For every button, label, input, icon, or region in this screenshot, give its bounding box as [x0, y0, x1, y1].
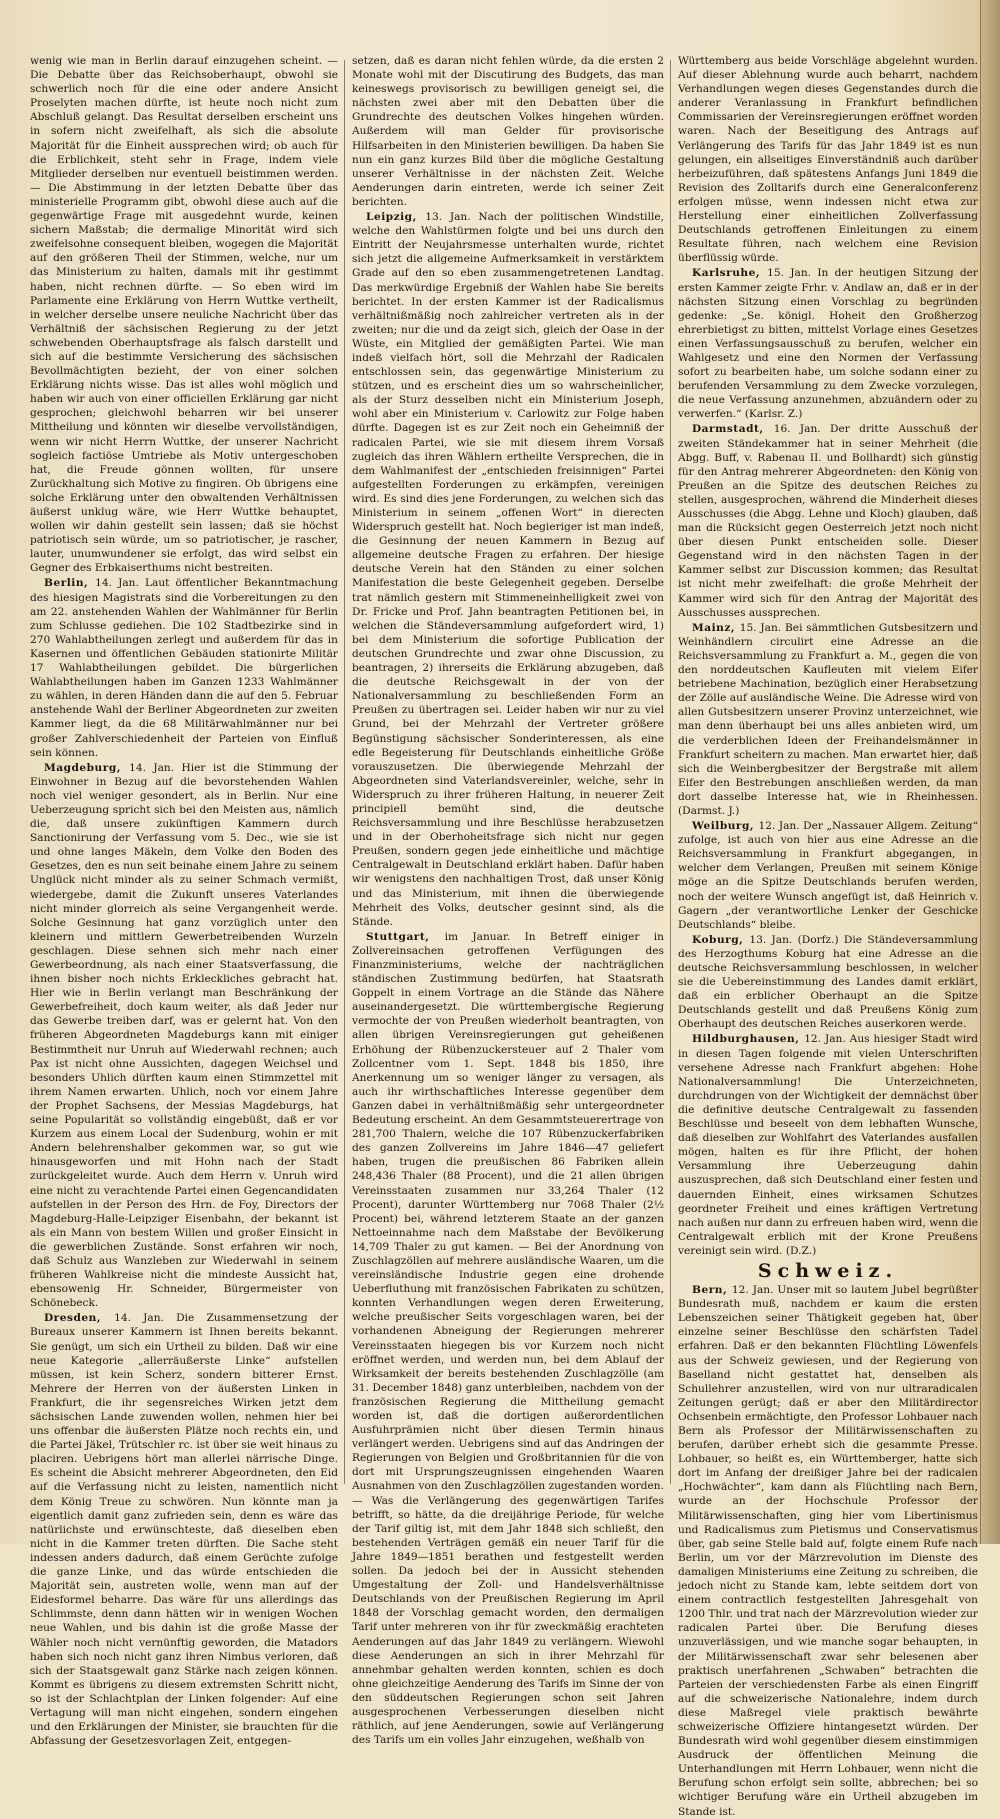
article-text: wenig wie man in Berlin darauf einzugehen scheint. — Die Debatte über das Reichsoberhaupt, obwohl sie schwerlich noch für die eine oder andere Ansicht Proselyten machen dürfte, ist heute noch nicht zum Abschluß gelangt. Das Resultat derselben erscheint uns in sofern nicht zweifelhaft, als sich die absolute Majorität für die Einheit aussprechen wird; ob auch für die Erblichkeit, steht sehr in Frage, indem viele Mitglieder derselben nur eventuell beistimmen werden. — Die Abstimmung in der letzten Debatte über das ministerielle Programm gibt, obwohl diese auch auf die gegenwärtige Frage mit ausgedehnt wurde, keinen sichern Maßstab; die dermalige Minorität wird sich zweifelsohne consequent bleiben, wogegen die Majorität auf den größeren Theil der Stimmen, welche, nur um das Ministerium zu halten, damals mit ihr gestimmt haben, nicht rechnen dürfte. — So eben wird im Parlamente eine Erklärung von Herrn Wuttke vertheilt, in welcher derselbe unsere neuliche Nachricht über das Verhältniß der sächsischen Regierung zu der jetzt schwebenden Oberhauptsfrage als falsch darstellt und sich auf die bestimmte Versicherung des sächsischen Bevollmächtigten bezieht, der von einer solchen Erklärung nichts wisse. Das ist alles wohl möglich und haben wir auch von einer officiellen Erklärung gar nicht gesprochen; gleichwohl beharren wir bei unserer Mittheilung und könnten wir dieselbe vervollständigen, wenn wir nicht Herrn Wuttke, der unserer Nachricht sogleich factiöse Umtriebe als Motiv untergeschoben hat, die Freude gönnen wollten, für unsere Zurückhaltung sich Motive zu fingiren. Ob übrigens eine solche Erklärung unter den obwaltenden Verhältnissen äußerst unklug wäre, wie Herr Wuttke behauptet, wollen wir dahin gestellt sein lassen; daß sie höchst patriotisch sein würde, um so patriotischer, je rascher, lauter, unumwundener sie erfolgt, das wird selbst ein Gegner des Erbkaiserthums nicht bestreiten.	[30, 55, 338, 575]
article	[678, 266, 978, 421]
article-text: Nach der politischen Windstille, welche den Wahlstürmen folgte und bei uns durch den Eintritt der Neujahrsmesse unterhalten wurde, richtet sich jetzt die allgemeine Aufmerksamkeit in verstärktem Grade auf den so eben zusammengetretenen Landtag. Das merkwürdige Ergebniß der Wahlen habe Sie bereits berichtet. In der ersten Kammer ist der Radicalismus verhältnißmäßig noch zahlreicher vertreten als in der zweiten; nur die und da zeigt sich, gleich der Oase in der Wüste, ein Mitglied der gemäßigten Partei. Wie man indeß vielfach hört, soll die Mehrzahl der Radicalen entschlossen sein, das gegenwärtige Ministerium zu stützen, und es erscheint dies um so wahrscheinlicher, als der Sturz desselben nicht ein Ministerium Joseph, wohl aber ein Ministerium v. Carlowitz zur Folge haben dürfte. Dagegen ist es zur Zeit noch ein Geheimniß der radicalen Partei, wie sie mit diesem ihrem Vorsaß zugleich das ihren Wählern ertheilte Versprechen, die in dem Wahlmanifest der „entschieden freisinnigen“ Partei aufgestellten Forderungen zu erkämpfen, vereinigen wird. Es sind dies jene Forderungen, zu welchen sich das Ministerium in seinem „offenen Wort“ in dierecten Widerspruch gestellt hat. Noch begieriger ist man indeß, die Gesinnung der neuen Kammern in Bezug auf allgemeine deutsche Fragen zu erfahren. Der hiesige deutsche Verein hat den Ständen zu einer solchen Manifestation die beste Gelegenheit gegeben. Derselbe trat nämlich gestern mit Stimmeneinhelligkeit zwei von Dr. Fricke und Prof. Jahn beantragten Petitionen bei, in welchen die Ständeversammlung aufgefordert wird, 1) bei dem Ministerium die sofortige Publication der deutschen Grundrechte und zwar ohne Discussion, zu beantragen, 2) ihrerseits die Erklärung abzugeben, daß die deutsche Reichsgewalt in der von der Nationalversammlung zu beschließenden Form an Preußen zu übertragen sei. Leider haben wir nur zu viel Grund, bei der Mehrzahl der Vertreter größere Begünstigung sächsischer Sonderinteressen, als eine edle Begeisterung für Deutschlands einheitliche Größe vorauszusetzen. Die überwiegende Mehrzahl der Abgeordneten sind Vaterlandsvereinler, welche, sehr in Widerspruch zu ihrer früheren Haltung, in neuerer Zeit principiell bemüht sind, die deutsche Reichsversammlung und ihre Beschlüsse herabzusetzen und in der Oberhoheitsfrage sich nicht nur gegen Preußen, sondern gegen jede einheitliche und mächtige Centralgewalt in Deutschland erklärt haben. Dafür haben wir wenigstens den nachhaltigen Trost, daß unser König und das Ministerium, mit ihnen die überwiegende Mehrheit des Volks, deutscher gesinnt sind, als die Stände.	[352, 211, 664, 928]
section-heading: Schweiz.	[757, 1259, 899, 1282]
dateline-date: 14. Jan.	[114, 1312, 177, 1325]
dateline-date: 12. Jan.	[731, 1284, 778, 1297]
dateline-date: 15. Jan.	[767, 267, 818, 280]
article-text: Der dritte Ausschuß der zweiten Ständekammer hat in seiner Mehrheit (die Abgg. Buff, v. Rabenau II. und Bollhardt) sich günstig für den Antrag mehrerer Abgeordneten: den König von Preußen an die Spitze des deutschen Reiches zu stellen, ausgesprochen, während die Minderheit dieses Ausschusses (die Abgg. Lehne und Kloch) glauben, daß man die Rücksicht gegen Oesterreich jetzt noch nicht über diesen Punkt entscheiden solle. Dieser Gegenstand wird in den nächsten Tagen in der Kammer selbst zur Discussion kommen; das Resultat ist nicht mehr zweifelhaft: die große Mehrheit der Kammer wird sich für den Antrag der Majorität des Ausschusses aussprechen.	[678, 423, 978, 619]
dateline-place: Dresden,	[44, 1312, 115, 1325]
article-text: Aus hiesiger Stadt wird in diesen Tagen folgende mit vielen Unterschriften versehene Adresse nach Frankfurt abgehen: Hohe Nationalversammlung! Die Unterzeichneten, durchdrungen von der Wichtigkeit der demnächst über die definitive deutsche Centralgewalt zu fassenden Beschlüsse und beseelt von dem lebhaften Wunsche, daß dieselben zur Wohlfahrt des Vaterlandes ausfallen mögen, halten es für ihre Pflicht, der hohen Versammlung ihre Ueberzeugung dahin auszusprechen, daß sich Deutschland einer festen und dauernden Einheit, eines wirksamen Schutzes geordneter Freiheit und eines kräftigen Vertretung nach außen nur dann zu erfreuen haben wird, wenn die Centralgewalt erblich mit der Krone Preußens vereinigt sein wird. (D.Z.)	[678, 1033, 978, 1257]
dateline-date: im Januar.	[444, 930, 525, 943]
dateline-date: 13. Jan.	[425, 211, 479, 224]
dateline-date: 13. Jan.	[749, 933, 798, 946]
dateline-place: Hildburghausen,	[692, 1033, 805, 1046]
article-text: Württemberg aus beide Vorschläge abgelehnt wurden. Auf dieser Ablehnung wurde auch beharrt, nachdem Verhandlungen wegen dieses Gegenstandes durch die anderer Veranlassung in Frankfurt befindlichen Commissarien der Vereinsregierungen eröffnet worden waren. Nach der Beseitigung des Antrags auf Verlängerung des Tarifs für das Jahr 1849 ist es nun gelungen, ein allseitiges Einverständniß auch darüber herbeizuführen, daß spätestens Anfangs Juni 1849 die Revision des Zolltarifs durch eine Generalconferenz erfolgen müsse, wenn indessen nicht etwa zur Herstellung einer einheitlichen Zollverfassung Deutschlands getroffenen Einleitungen zu einem Resultate führen, nach welchem eine Revision überflüssig würde.	[678, 55, 978, 265]
column-1	[30, 54, 339, 1748]
dateline-place: Darmstadt,	[692, 423, 774, 436]
dateline-date: 14. Jan.	[95, 577, 145, 590]
dateline-place: Leipzig,	[366, 211, 426, 224]
article-text: Laut öffentlicher Bekanntmachung des hiesigen Magistrats sind die Vorbereitungen zu den am 22. anstehenden Wahlen der Wahlmänner für Berlin zum Schlusse gediehen. Die 102 Stadtbezirke sind in 270 Wahlabtheilungen zerlegt und außerdem für das in Kasernen und öffentlichen Gebäuden stationirte Militär 17 Wahlabtheilungen gebildet. Die bürgerlichen Wahlabtheilungen haben im Ganzen 1233 Wahlmänner zu wählen, in deren Händen dann die auf den 5. Februar anstehende Wahl der Berliner Abgeordneten zur zweiten Kammer liegt, da die 68 Militärwahlmänner nur bei großer Zahlverschiedenheit der Parteien von Einfluß sein können.	[30, 577, 338, 759]
article	[678, 1032, 978, 1258]
dateline-date: 15. Jan.	[739, 621, 786, 634]
article-text: Hier ist die Stimmung der Einwohner in Bezug auf die bevorstehenden Wahlen noch viel weniger gesondert, als in Berlin. Nur eine Ueberzeugung spricht sich bei den Meisten aus, nämlich die, daß unsere zukünftigen Kammern durch Sanctionirung der Verfassung vom 5. Dec., wie sie ist und ohne langes Mäkeln, dem Volke den Boden des Gesetzes, den es nun seit beinahe einem Jahre zu seinem Unglück nicht minder als zu seiner Schmach vermißt, wiedergebe, damit die Zukunft unseres Vaterlandes nicht minder glorreich als seine Vergangenheit werde. Solche Gesinnung hat ganz vorzüglich unter den kleinern und mittlern Gewerbetreibenden Wurzeln geschlagen. Diese sehnen sich mehr nach einer Gewerbeordnung, als nach einer Staatsverfassung, die ihnen bisher noch nichts Erkleckliches gebracht hat. Hier wie in Berlin verlangt man Beschränkung der Gewerbefreiheit, doch kaum weiter, als daß Jeder nur das Gewerbe treiben darf, was er gelernt hat. Von den früheren Abgeordneten Magdeburgs kann mit einiger Bestimmtheit nur Unruh auf Wiederwahl rechnen; auch Pax ist nicht ohne Aussichten, dagegen Weichsel und besonders Uhlich dürften kaum einen Stimmzettel mit ihrem Namen erwarten. Uhlich, noch vor einem Jahre der Prophet Sachsens, der Messias Magdeburgs, hat seine Popularität so vollständig eingebüßt, daß er vor Kurzem aus einem Local der Sudenburg, wohin er mit Andern belehrenshalber gekommen war, so gut wie hinausgeworfen und mit Hohn nach der Stadt zurückgeleitet wurde. Auch dem Herrn v. Unruh wird eine nicht zu verachtende Partei einen Gegencandidaten aufstellen in der Person des Hrn. de Foy, Directors der Magdeburg-Halle-Leipziger Eisenbahn, der bekannt ist als ein Mann von bestem Willen und großer Einsicht in die gewerblichen Zustände. Sonst erfahren wir noch, daß Schulz aus Wanzleben zur Wiederwahl in seinem früheren Wahlkreise nicht die mindeste Aussicht hat, ebensowenig Hr. Schneider, Bürgermeister von Schönebeck.	[30, 761, 338, 1310]
article-text: Bei sämmtlichen Gutsbesitzern und Weinhändlern circulirt eine Adresse an die Reichsversammlung zu Frankfurt a. M., gegen die von den norddeutschen Kaufleuten mit vielem Eifer betriebene Machination, bezüglich einer Herabsetzung der Zölle auf ausländische Weine. Die Adresse wird von allen Gutsbesitzern unserer Provinz unterzeichnet, wie man denn überhaupt bei uns alles anbieten wird, um die verderblichen Ideen der Freihandelsmänner in Frankfurt scheitern zu machen. Man erwartet hier, daß sich die Weinbergbesitzer der Bergstraße mit allem Eifer den Bestrebungen anschließen werden, da man dort dasselbe Interesse hat, wie in Rheinhessen. (Darmst. J.)	[678, 621, 979, 817]
article	[678, 422, 978, 619]
article	[678, 933, 978, 1032]
article-text: Der „Nassauer Allgem. Zeitung“ zufolge, ist auch von hier aus eine Adresse an die Reichsversammlung in Frankfurt abgegangen, in welcher dem Verlangen, Preußen mit seinem Könige möge an die Spitze Deutschlands berufen werden, noch der weitere Wunsch angefügt ist, daß Heinrich v. Gagern „der verantwortliche Lenker der Geschicke Deutschlands“ bleibe.	[678, 820, 978, 931]
column-3	[678, 54, 979, 1818]
article-text: Die Zusammensetzung der Bureaux unserer Kammern ist Ihnen bereits bekannt. Sie genügt, um sich ein Urtheil zu bilden. Daß wir eine neue Kategorie „allerräußerste Linke“ aufstellen müssen, ist kein Scherz, sondern bitterer Ernst. Mehrere der Herren von der äußersten Linken in Frankfurt, die ihr segensreiches Wirken jetzt dem sächsischen Lande zuwenden wollen, nehmen hier bei uns offenbar die äußersten Plätze noch rechts ein, und die Partei Jäkel, Trütschler rc. ist über sie weit hinaus zu placiren. Uebrigens hört man allerlei närrische Dinge. Es scheint die Absicht mehrerer Abgeordneten, den Eid auf die Verfassung nicht zu leisten, namentlich nicht dem König Treue zu schwören. Nun könnte man ja eigentlich damit ganz zufrieden sein, denn es wäre das natürlichste und erwünschteste, daß dieselben eben nicht in die Kammer treten dürften. Die Sache steht indessen anders dadurch, daß einem Gerüchte zufolge die ganze Linke, und das würde entschieden die Majorität sein, austreten wolle, wenn man auf der Eidesformel beharre. Das wäre für uns allerdings das Schlimmste, denn dann hätten wir in wenigen Wochen neue Wahlen, und bis dahin ist die große Masse der Wähler noch nicht vernünftig geworden, die Matadors haben sich noch nicht ganz ihren Nimbus verloren, daß sich der Staatsgewalt ganz Stärke nach zeigen können. Kommt es übrigens zu diesem extremsten Schritt nicht, so ist der Schlachtplan der Linken folgender: Auf eine Vertagung will man nicht eingehen, sondern eingehen und den Erklärungen der Minister, sie brauchten für die Abfassung der Gesetzesvorlagen Zeit, entgegen-	[30, 1312, 339, 1748]
article	[352, 930, 664, 1747]
article	[30, 576, 338, 759]
dateline-place: Mainz,	[692, 621, 740, 634]
article	[30, 1311, 338, 1748]
dateline-place: Karlsruhe,	[692, 267, 768, 280]
dateline-date: 14. Jan.	[129, 761, 182, 774]
article-text: Unser mit so lautem Jubel begrüßter Bundesrath muß, nachdem er kaum die ersten Lebenszeichen seiner Thätigkeit gegeben hat, über einzelne seiner Beschlüsse den schärfsten Tadel erfahren. Daß er den bekannten Flüchtling Löwenfels aus der Schweiz gewiesen, und der Regierung von Baselland nicht gestattet hat, denselben als Schullehrer anzustellen, wird von nur ultraradicalen Zeitungen gerügt; daß er aber den Militärdirector Ochsenbein ermächtigte, den Professor Lohbauer nach Bern als Professor der Militärwissenschaften zu berufen, darüber erhebt sich die gesammte Presse. Lohbauer, so heißt es, ein Württemberger, hatte sich dort im Anfang der dreißiger Jahre bei der radicalen „Hochwächter“, kam dann als Flüchtling nach Bern, wurde an der Hochschule Professor der Militärwissenschaften, ging hier vom Libertinismus und Radicalismus zum Pietismus und Conservatismus über, gab seine Stelle bald auf, folgte einem Rufe nach Berlin, um vor der Märzrevolution im Dienste des damaligen Ministeriums eine Zeitung zu schreiben, die jedoch nicht zu Stande kam, lebte seitdem dort von einem contractlich festgestellten Jahresgehalt von 1200 Thlr. und trat nach der Märzrevolution wieder zur radicalen Partei über. Die Berufung dieses unzuverlässigen, und wie manche sogar behaupten, in der Militärwissenschaft zwar sehr belesenen aber praktisch unerfahrenen „Schwaben“ betrachten die Parteien der verschiedensten Farbe als einen Eingriff auf die schweizerische Nationalehre, indem durch diese Maßregel viele praktisch bewährte schweizerische Offiziere hintangesetzt würden. Der Bundesrath wird wohl gegenüber diesem einstimmigen Ausdruck der öffentlichen Meinung die Unterhandlungen mit Herrn Lohbauer, wenn nicht die Berufung schon erfolgt sein sollte, abbrechen; bei so wichtiger Berufung wäre ein Urtheil abzugeben im Stande ist.	[678, 1284, 979, 1818]
article-text: setzen, daß es daran nicht fehlen würde, da die ersten 2 Monate wohl mit der Discutirung des Budgets, das man keineswegs provisorisch zu bewilligen geneigt sei, die nächsten zwei aber mit den Debatten über die Grundrechte des deutschen Volkes hingehen würden. Außerdem will man Gelder für provisorische Hilfsarbeiten in den Ministerien bewilligen. Da haben Sie nun ein ganz kurzes Bild über die mögliche Gestaltung unserer Verhältnisse in der nächsten Zeit. Welche Aenderungen darin eintreten, werde ich seiner Zeit berichten.	[352, 55, 664, 208]
article	[30, 761, 338, 1311]
article	[352, 210, 664, 929]
page-fold-edge	[980, 0, 1000, 1544]
dateline-place: Weilburg,	[692, 820, 759, 833]
article-text: In Betreff einiger in Zollvereinsachen getroffenen Verfügungen des Finanzministeriums, welche der nachträglichen ständischen Zustimmung bedürfen, hat Staatsrath Goppelt in einem Vortrage an die Stände das Nähere auseinandergesetzt. Die württembergische Regierung vermochte der von Preußen wiederholt beantragten, von allen übrigen Vereinsregierungen gut geheißenen Erhöhung der Rübenzuckersteuer auf 2 Thaler vom Zollcentner vom 1. Sept. 1848 bis 1850, ihre Anerkennung um so weniger länger zu versagen, als auch ihr wirthschaftliches Interesse gegenüber dem Ganzen dabei in verhältnißmäßig sehr untergeordneter Bedeutung erscheint. An dem Gesammtsteuerertrage von 281,700 Thalern, welche die 107 Rübenzuckerfabriken des ganzen Zollvereins im Jahre 1846—47 geliefert haben, trugen die preußischen 86 Fabriken allein 248,436 Thaler (88 Procent), und die 21 allen übrigen Vereinsstaaten zusammen nur 33,264 Thaler (12 Procent), darunter Württemberg nur 7068 Thaler (2½ Procent) bei, während letzterem Staate an der ganzen Nettoeinnahme nach dem Maßstabe der Bevölkerung 14,709 Thaler zu gut kamen. — Bei der Anordnung von Zuschlagzöllen auf mehrere ausländische Waaren, um die vereinsländische Industrie gegen eine drohende Ueberfluthung mit französischen Fabrikaten zu schützen, konnten Verhandlungen wegen deren Erweiterung, welche preußischer Seits vorgeschlagen waren, bei der vorhandenen Abneigung der Regierungen mehrerer Vereinsstaaten hiegegen bis vor Kurzem noch nicht eröffnet werden, und werden nun, bei dem Ablauf der Wirksamkeit der bereits bestehenden Zuschlagzölle (am 31. December 1848) ganz unterbleiben, nachdem von der französischen Regierung die Mittheilung gemacht worden ist, daß die dortigen außerordentlichen Ausfuhrprämien nicht über diesen Termin hinaus verlängert werden. Uebrigens sind auf das Andringen der Regierungen von Belgien und Großbritannien für die von dort mit Ursprungszeugnissen eingehenden Waaren Ausnahmen von den Zuschlagzöllen zugestanden worden. — Was die Verlängerung des gegenwärtigen Tarifes betrifft, so hätte, da die dreijährige Periode, für welche der Tarif giltig ist, mit dem Jahr 1848 sich schließt, den bestehenden Verträgen gemäß ein neuer Tarif für die Jahre 1849—1851 berathen und festgestellt werden sollen. Da jedoch bei der in Aussicht stehenden Umgestaltung der Zoll- und Handelsverhältnisse Deutschlands von der Preußischen Regierung im April 1848 der Vorschlag gemacht worden, den dermaligen Tarif unter mehreren von ihr für zweckmäßig erachteten Aenderungen auf das Jahr 1849 zu verlängern. Wiewohl diese Aenderungen an sich in ihrer Mehrzahl für annehmbar gehalten werden konnten, schien es doch ohne gleichzeitige Aenderung des Tarifs im Sinne der von den süddeutschen Regierungen schon seit Jahren ausgesprochenen Verbesserungen dieselben nicht räthlich, auf jene Aenderungen, sowie auf Verlängerung des Tarifs um ein volles Jahr einzugehen, weßhalb von	[352, 930, 664, 1747]
dateline-date: 12. Jan.	[758, 820, 804, 833]
dateline-place: Berlin,	[44, 577, 96, 590]
column-rule-2	[670, 60, 671, 1484]
dateline-place: Magdeburg,	[44, 761, 130, 774]
article-text: (Dorfz.) Die Ständeversammlung des Herzogthums Koburg hat eine Adresse an die deutsche Reichsversammlung beschlossen, in welcher sie die Uebereinstimmung des Landes damit erklärt, daß ein erblicher Oberhaupt an die Spitze Deutschlands gestellt und daß Preußens König zum Oberhaupt des deutschen Reiches auserkoren werde.	[678, 933, 979, 1031]
column-rule-1	[344, 60, 345, 1484]
article	[678, 819, 978, 932]
dateline-date: 12. Jan.	[804, 1033, 850, 1046]
dateline-place: Bern,	[692, 1284, 732, 1297]
dateline-date: 16. Jan.	[773, 423, 830, 436]
article	[678, 1283, 978, 1819]
article	[678, 621, 978, 818]
dateline-place: Koburg,	[692, 933, 750, 946]
dateline-place: Stuttgart,	[366, 930, 445, 943]
column-2	[352, 54, 664, 1747]
article-text: In der heutigen Sitzung der ersten Kammer zeigte Frhr. v. Andlaw an, daß er in der nächsten Sitzung einen Vorschlag zu begründen gedenke: „Se. königl. Hoheit den Großherzog ehrerbietigst zu bitten, mittelst Vorlage eines Gesetzes einen Verfassungsausschuß zu berufen, welcher ein Wahlgesetz und eine den Normen der Verfassung sofort zu bearbeiten habe, um solche sodann einer zu berufenden Versammlung zu dem Zwecke vorzulegen, die neue Verfassung anzunehmen, abzuändern oder zu verwerfen.“ (Karlsr. Z.)	[678, 267, 978, 421]
